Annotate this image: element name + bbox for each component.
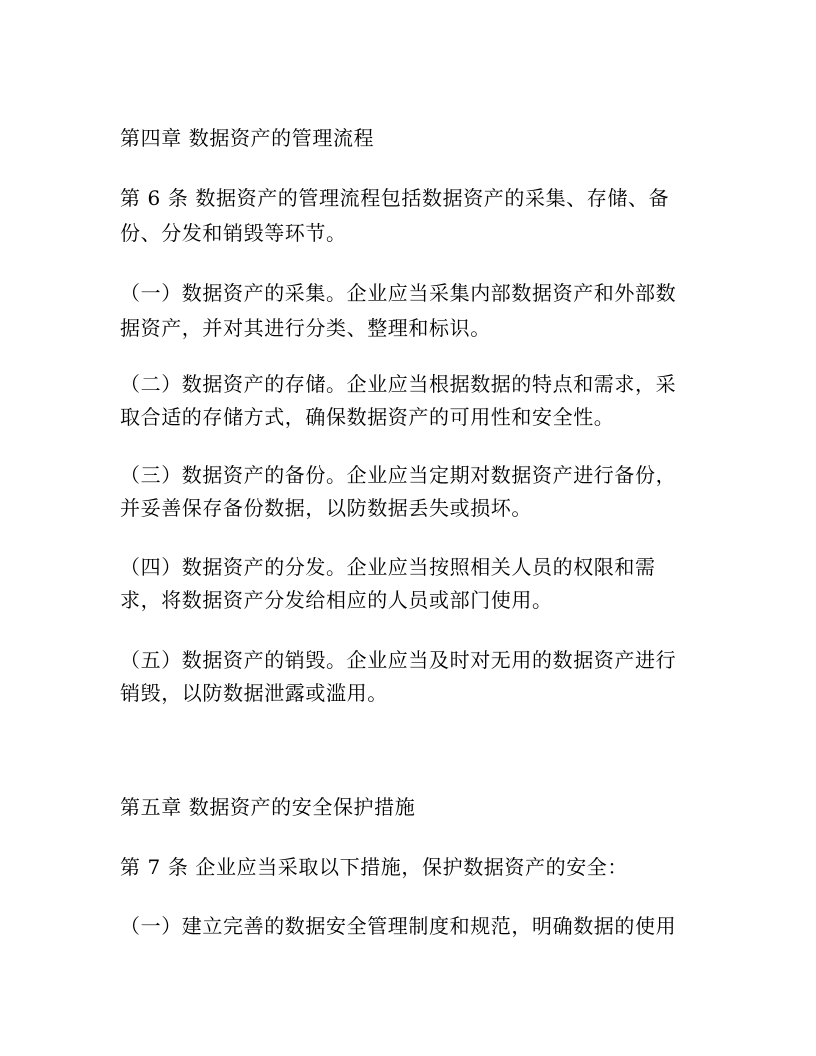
ch4-item-4-line-1: （四）数据资产的分发。企业应当按照相关人员的权限和需 (120, 555, 656, 579)
ch4-item-3-line-1: （三）数据资产的备份。企业应当定期对数据资产进行备份， (120, 463, 677, 487)
ch5-item-1-line-1: （一）建立完善的数据安全管理制度和规范，明确数据的使用 (120, 914, 677, 938)
ch4-item-2-line-1: （二）数据资产的存储。企业应当根据数据的特点和需求，采 (120, 372, 677, 396)
ch4-item-2-line-2: 取合适的存储方式，确保数据资产的可用性和安全性。 (120, 405, 615, 429)
ch4-item-4-line-2: 求，将数据资产分发给相应的人员或部门使用。 (120, 588, 553, 612)
chapter-4-heading: 第四章 数据资产的管理流程 (120, 126, 375, 150)
ch4-item-1-line-2: 据资产，并对其进行分类、整理和标识。 (120, 316, 491, 340)
ch4-item-3-line-2: 并妥善保存备份数据，以防数据丢失或损坏。 (120, 496, 532, 520)
ch4-item-1-line-1: （一）数据资产的采集。企业应当采集内部数据资产和外部数 (120, 281, 677, 305)
ch4-item-5-line-2: 销毁，以防数据泄露或滥用。 (120, 681, 388, 705)
article-7-line-1: 第 7 条 企业应当采取以下措施，保护数据资产的安全： (120, 855, 628, 879)
ch4-item-5-line-1: （五）数据资产的销毁。企业应当及时对无用的数据资产进行 (120, 648, 677, 672)
article-6-line-1: 第 6 条 数据资产的管理流程包括数据资产的采集、存储、备 (120, 186, 670, 210)
article-6-line-2: 份、分发和销毁等环节。 (120, 221, 347, 245)
chapter-5-heading: 第五章 数据资产的安全保护措施 (120, 795, 416, 819)
